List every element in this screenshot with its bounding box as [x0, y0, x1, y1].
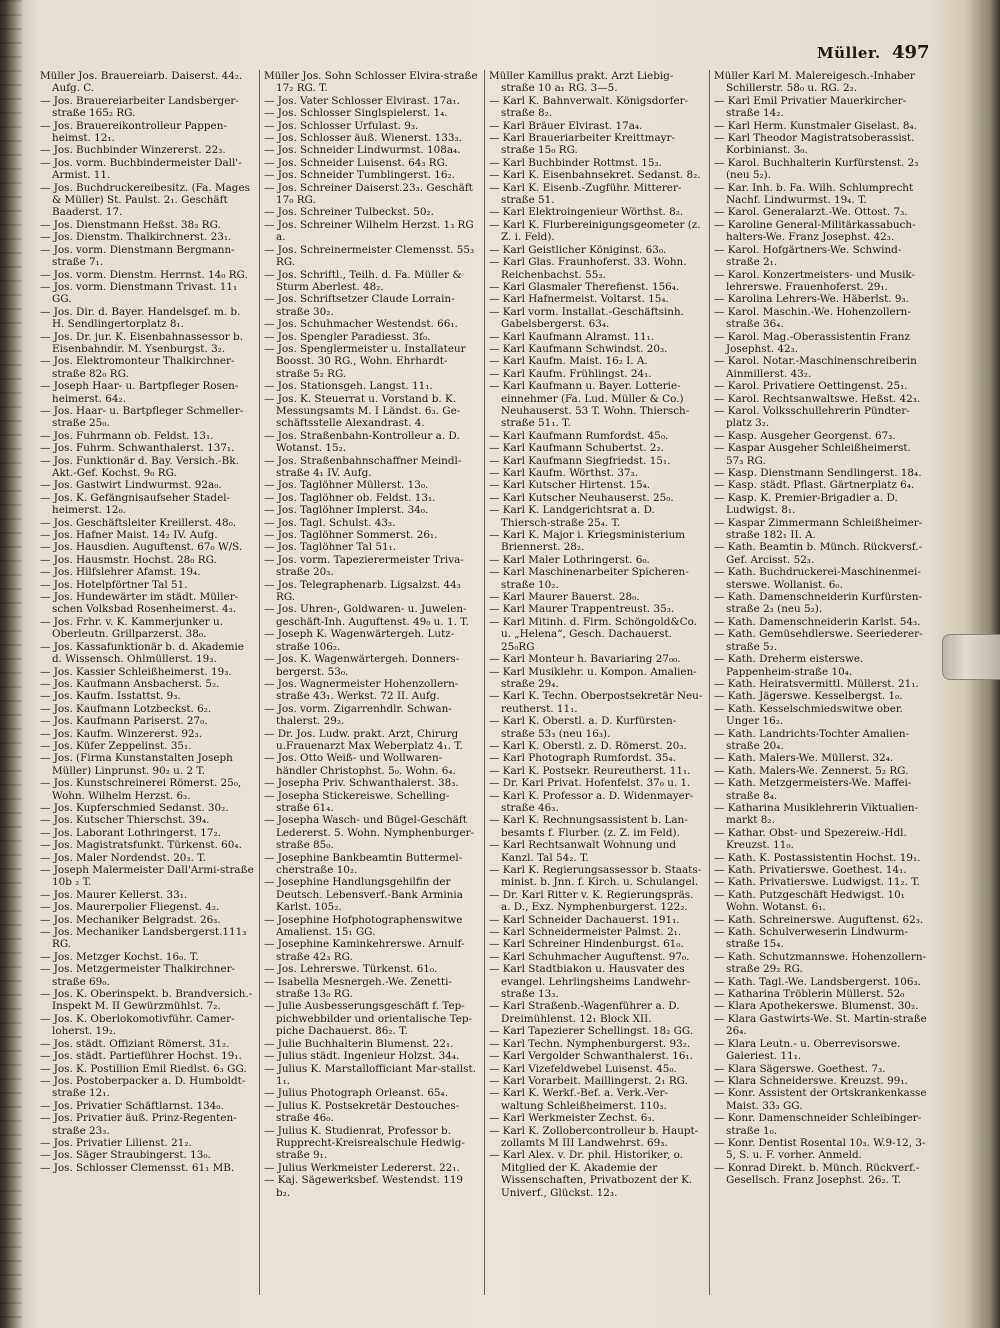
directory-entry: Müller Karl M. Malereigesch.-Inhaber Schillerstr. 58₀ u. RG. 2₂.	[714, 70, 915, 95]
directory-entry: — Jos. Kaufm. Isstattst. 9₃.	[40, 690, 181, 703]
directory-entry: — Karolina Lehrers-We. Häberlst. 9₃.	[714, 293, 909, 306]
directory-entry: — Karl Kaufmann u. Bayer. Lotterie-einnehmer (Fa. Lud. Müller & Co.) Neuhauserst. 53 T. Wohn. Thiersch-straße 51₁. T.	[489, 380, 690, 430]
directory-entry: — Karol. Hofgärtners-We. Schwind-straße 2₁.	[714, 243, 902, 269]
directory-entry: — Jos. Geschäftsleiter Kreillerst. 48₀.	[40, 516, 237, 529]
directory-entry: — Jos. Taglöhner Sommerst. 26₁.	[264, 529, 438, 542]
directory-entry: — Jos. Gastwirt Lindwurmst. 92a₀.	[40, 479, 222, 492]
directory-entry: — Dr. Karl Privat. Hofenfelst. 37₀ u. 1.	[489, 777, 691, 790]
directory-entry: — Karl Kaufm. Frühlingst. 24₁.	[489, 367, 652, 380]
page-header	[0, 40, 1000, 66]
column-divider	[484, 70, 485, 1295]
directory-entry: — Karl Kaufm. Maist. 16₂ I. A.	[489, 355, 648, 368]
directory-entry: — Jos. Brauereiarbeiter Landsberger-straße 165₂ RG.	[40, 94, 239, 120]
directory-entry: — Jos. Dienstmann Heßst. 38₃ RG.	[40, 218, 221, 231]
directory-entry: — Kath. Malers-We. Zennerst. 5₂ RG.	[714, 764, 909, 777]
directory-entry: — Jos. Schneider Lindwurmst. 108a₄.	[264, 144, 461, 157]
directory-columns	[40, 70, 940, 1300]
directory-entry: — Karl Werkmeister Zechst. 6₃.	[489, 1112, 655, 1125]
directory-entry: — Jos. Schreiner Daiserst.23₃. Geschäft 17₀ RG.	[264, 181, 473, 207]
directory-entry: Müller Jos. Brauereiarb. Daiserst. 44₂. Aufg. C.	[40, 70, 243, 95]
directory-entry: — Jos. Schlosser äuß. Wienerst. 133₃.	[264, 132, 462, 145]
directory-entry: — Karol. Konzertmeisters- und Musik-lehrerswe. Frauenhoferst. 29₁.	[714, 268, 916, 293]
directory-entry: — Karl Kaufmann Siegfriedst. 15₁.	[489, 454, 671, 467]
directory-entry: — Jos. Straßenbahn-Kontrolleur a. D. Wotanst. 15₂.	[264, 429, 460, 455]
directory-entry: — Jos. Privatier Schäftlarnst. 134₀.	[40, 1099, 224, 1112]
directory-entry: — Kath. Dreherm eisterswe. Pappenheim-straße 10₄.	[714, 653, 864, 678]
directory-entry: — Karl K. Techn. Oberpostsekretär Neu-reutherst. 11₁.	[489, 690, 703, 715]
directory-entry: — Karl Vorarbeit. Maillingerst. 2₁ RG.	[489, 1074, 688, 1087]
directory-entry: — Josepha Stickereiswe. Schelling-straße 61₄.	[264, 789, 450, 814]
directory-entry: — Jos. Laborant Lothringerst. 17₂.	[40, 826, 221, 839]
directory-entry: — Karl Bräuer Elvirast. 17a₄.	[489, 119, 643, 132]
directory-entry: — Jos. Frhr. v. K. Kammerjunker u. Oberleutn. Grillparzerst. 38₀.	[40, 615, 224, 641]
directory-entry: — Konrad Direkt. b. Münch. Rückverf.-Gesellsch. Franz Josephst. 26₂. T.	[714, 1161, 920, 1187]
directory-entry: — Josephine Handlungsgehilfin der Deutsch. Lebensverf.-Bank Arminia Karlst. 105₂.	[264, 876, 463, 914]
directory-entry: — Jos. Buchbinder Winzererst. 22₃.	[40, 144, 226, 157]
directory-entry: — Jos. Mechaniker Belgradst. 26₃.	[40, 913, 221, 926]
directory-entry: — Jos. Fuhrm. Schwanthalerst. 137₁.	[40, 442, 235, 455]
directory-entry: — Jos. Schlosser Singlspielerst. 1₄.	[264, 107, 448, 120]
directory-entry: — Jos. Dienstm. Thalkirchnerst. 23₁.	[40, 231, 232, 244]
directory-entry: — Karl vorm. Installat.-Geschäftsinh. Gabelsbergerst. 63₄.	[489, 305, 684, 331]
column-divider	[259, 70, 260, 1295]
directory-entry: — Karl K. Landgerichtsrat a. D. Thiersch-straße 25₄. T.	[489, 504, 655, 529]
directory-entry: — Karol. Volksschullehrerin Pündter-platz 3₂.	[714, 404, 910, 430]
directory-entry: — Julius Werkmeister Ledererst. 22₁.	[264, 1161, 460, 1174]
directory-entry: — Josepha Wasch- und Bügel-Geschäft Ledererst. 5. Wohn. Nymphenburger-straße 85₀.	[264, 814, 475, 852]
directory-entry: — Karl Vergolder Schwanthalerst. 16₁.	[489, 1050, 693, 1063]
directory-entry: — Karl Herm. Kunstmaler Giselast. 8₄.	[714, 119, 917, 132]
directory-entry: — Jos. Taglöhner Implerst. 34₀.	[264, 504, 429, 517]
directory-entry: — Kath. Privatierswe. Goethest. 14₁.	[714, 864, 907, 876]
directory-entry: — Jos. K. Wagenwärtergeh. Donners-bergerst. 53₀.	[264, 653, 460, 678]
directory-entry: — Jos. Säger Straubingerst. 13₀.	[40, 1149, 211, 1162]
directory-entry: — Karl Emil Privatier Mauerkircher-straße 14₂.	[714, 94, 907, 120]
directory-entry: — Jos. Telegraphenarb. Ligsalzst. 44₃ RG.	[264, 578, 461, 604]
directory-entry: — Jos. K. Oberlokomotivführ. Camer-loherst. 19₂.	[40, 1012, 235, 1038]
directory-entry: — Jos. vorm. Buchbindermeister Dall'-Armist. 11.	[40, 156, 242, 182]
directory-entry: — Karl K. Rechnungsassistent b. Lan-besamts f. Flurber. (z. Z. im Feld).	[489, 814, 688, 839]
directory-entry: — Karl Kaufmann Schubertst. 2₂.	[489, 442, 664, 455]
directory-entry: — Joseph Malermeister Dall'Armi-straße 10b ₂ T.	[40, 864, 254, 889]
directory-entry: — Jos. Funktionär d. Bay. Versich.-Bk. Akt.-Gef. Kochst. 9₀ RG.	[40, 454, 239, 479]
directory-entry: — Karl Schneider Dachauerst. 191₁.	[489, 913, 680, 926]
directory-entry: — Karl Schreiner Hindenburgst. 61₀.	[489, 938, 684, 951]
directory-entry: — Jos. K. Postillion Emil Riedlst. 6₃ GG.	[40, 1062, 247, 1075]
directory-entry: — Dr. Karl Ritter v. K. Regierungspräs. a. D., Exz. Nymphenburgerst. 122₂.	[489, 888, 694, 914]
directory-entry: — Karl Kaufm. Wörthst. 37₃.	[489, 467, 639, 479]
directory-entry: — Jos. städt. Offiziant Römerst. 31₂.	[40, 1037, 230, 1050]
directory-entry: — Karl K. Flurbereinigungsgeometer (z. Z. i. Feld).	[489, 218, 701, 244]
column-divider	[709, 70, 710, 1295]
directory-entry: Müller Jos. Sohn Schlosser Elvira-straße 17₂ RG. T.	[264, 70, 478, 95]
directory-entry: — Jos. Kupferschmied Sedanst. 30₂.	[40, 801, 229, 814]
directory-entry: — Jos. Kaufmann Lotzbeckst. 6₂.	[40, 702, 212, 715]
directory-entry: — Jos. Schriftsetzer Claude Lorrain-straße 30₂.	[264, 293, 455, 318]
directory-entry: — Karl K. Postsekr. Reureutherst. 11₁.	[489, 764, 691, 777]
directory-entry: — Karl Geistlicher Königinst. 63₀.	[489, 243, 667, 256]
directory-entry: — Jos. Spengler Paradiesst. 3f₀.	[264, 330, 431, 343]
directory-entry: — Kath. K. Postassistentin Hochst. 19₁.	[714, 851, 921, 864]
directory-entry: — Jos. Spenglermeister u. Installateur Boosst. 30 RG., Wohn. Ehrhardt-straße 5₂ RG.	[264, 342, 466, 380]
directory-entry: — Kath. Schreinerswe. Auguftenst. 62₃.	[714, 913, 924, 926]
directory-entry: — Karl Schuhmacher Auguftenst. 97₀.	[489, 950, 690, 963]
directory-entry: — Karol. Rechtsanwaltswe. Heßst. 42₃.	[714, 392, 921, 405]
directory-entry: — Jos. Kaufmann Pariserst. 27₀.	[40, 715, 208, 728]
directory-entry: — Jos. Tagl. Schulst. 43₃.	[264, 516, 396, 529]
directory-entry: — Dr. Jos. Ludw. prakt. Arzt, Chirurg u.Frauenarzt Max Weberplatz 4₁. T.	[264, 727, 463, 752]
directory-entry: — Julius K. Marstallofficiant Mar-stallst. 1₁.	[264, 1062, 476, 1087]
directory-entry: — Kath. Tagl.-We. Landsbergerst. 106₃.	[714, 975, 921, 988]
directory-entry: — Jos. Wagnermeister Hohenzollern-straße 43₁. Werkst. 72 II. Aufg.	[264, 677, 459, 703]
directory-entry: — Jos. Kaufm. Winzererst. 92₃.	[40, 727, 203, 740]
directory-entry: — Konr. Dentist Rosental 10₃. W.9-12, 3-5, S. u. F. vorher. Anmeld.	[714, 1136, 926, 1162]
directory-entry: — Klara Leutn.- u. Oberrevisorswe. Galeriest. 11₁.	[714, 1037, 901, 1063]
directory-entry: — Kath. Malers-We. Müllerst. 32₄.	[714, 752, 894, 765]
directory-entry: — Isabella Mesnergeh.-We. Zenetti-straße 13₀ RG.	[264, 975, 452, 1001]
directory-entry: — Jos. vorm. Zigarrenhdlr. Schwan-thalerst. 29₂.	[264, 702, 452, 728]
page-tab-marker[interactable]	[942, 634, 1000, 680]
directory-entry: — Karl Kaufmann Schwindst. 20₃.	[489, 342, 668, 355]
directory-entry: — Josephine Bankbeamtin Buttermel-cherstraße 10₂.	[264, 851, 463, 876]
directory-entry: — Karl K. Werkf.-Bef. a. Verk.-Ver-waltung Schleißheimerst. 110₃.	[489, 1087, 669, 1112]
directory-entry: — Jos. Lehrerswe. Türkenst. 61₀.	[264, 963, 438, 976]
directory-entry: — Jos. Dir. d. Bayer. Handelsgef. m. b. H. Sendlingertorplatz 8₁.	[40, 305, 241, 331]
column-3	[489, 70, 703, 1300]
directory-entry: — Julius K. Studienrat, Professor b. Rupprecht-Kreisrealschule Hedwig-straße 9₁.	[264, 1124, 465, 1162]
directory-entry: — Kath. Schulverweserin Lindwurm-straße 15₄.	[714, 926, 909, 951]
directory-entry: — Katharina Musiklehrerin Viktualien-markt 8₂.	[714, 801, 919, 827]
directory-entry: — Kath. Buchdruckerei-Maschinenmei-sterswe. Wollanist. 6₀.	[714, 566, 921, 591]
directory-entry: — Kasp. Ausgeher Georgenst. 67₃.	[714, 429, 896, 442]
directory-entry: — Karl Monteur h. Bavariaring 27₀₀.	[489, 653, 681, 666]
directory-entry: — Jos. Schreiner Tulbeckst. 50₂.	[264, 206, 434, 219]
directory-entry: — Jos. Metzger Kochst. 16₀. T.	[40, 950, 199, 963]
directory-entry: — Kath. Damenschneiderin Kurfürsten-straße 2₃ (neu 5₂).	[714, 591, 922, 616]
column-2	[264, 70, 478, 1300]
directory-entry: — Jos. Uhren-, Goldwaren- u. Juwelen-geschäft-Inh. Auguftenst. 49₀ u. 1. T.	[264, 603, 469, 628]
directory-entry: — Kaspar Ausgeher Schleißheimerst. 57₃ RG.	[714, 442, 911, 467]
directory-entry: — Jos. Buchdruckereibesitz. (Fa. Mages & Müller) St. Paulst. 2₁. Geschäft Baaderst. 17.	[40, 181, 250, 219]
directory-entry: — Kasp. Dienstmann Sendlingerst. 18₄.	[714, 467, 922, 479]
directory-entry: — Karl Glas. Fraunhoferst. 33. Wohn. Reichenbachst. 55₃.	[489, 256, 687, 281]
directory-entry: — Kath. Damenschneiderin Karlst. 54₃.	[714, 615, 921, 628]
directory-entry: — Jos. Kassafunktionär b. d. Akademie d. Wissensch. Ohlmüllerst. 19₃.	[40, 640, 244, 666]
directory-entry: — Julius städt. Ingenieur Holzst. 34₄.	[264, 1050, 460, 1063]
directory-entry: — Jos. Hotelpförtner Tal 51.	[40, 578, 188, 591]
directory-entry: — Jos. Schreiner Wilhelm Herzst. 1₃ RG a.	[264, 218, 474, 244]
directory-entry: — Karl Alex. v. Dr. phil. Historiker, o. Mitglied der K. Akademie der Wissenschaften, Privatbozent der K. Univerf., Glückst. 12₃.	[489, 1149, 693, 1199]
directory-entry: — Kaspar Zimmermann Schleißheimer-straße 182₁ II. A.	[714, 516, 923, 542]
directory-entry: — Karl Maurer Trappentreust. 35₃.	[489, 603, 675, 616]
directory-entry: — Jos. Otto Weiß- und Wollwaren-händler Christophst. 5₀. Wohn. 6₄.	[264, 752, 456, 777]
directory-entry: — Jos. (Firma Kunstanstalten Joseph Müller) Linprunst. 90₂ u. 2 T.	[40, 752, 233, 777]
directory-entry: — Karl Hafnermeist. Voltarst. 15₄.	[489, 293, 669, 306]
directory-entry: — Joseph K. Wagenwärtergeh. Lutz-straße 106₂.	[264, 628, 455, 653]
book-spine-shadow	[0, 0, 22, 1328]
directory-entry: — Jos. Küfer Zeppelinst. 35₁.	[40, 739, 192, 752]
directory-entry: — Klara Sägerswe. Goethest. 7₃.	[714, 1062, 886, 1075]
directory-entry: — Karl Stadtbiakon u. Hausvater des evangel. Lehrlingsheims Landwehr-straße 13₃.	[489, 963, 690, 1001]
directory-entry: — Karl K. Professor a. D. Widenmayer-straße 46₃.	[489, 789, 694, 814]
directory-entry: — Kath. Schutzmannswe. Hohenzollern-straße 29₂ RG.	[714, 950, 927, 976]
directory-entry: — Konr. Assistent der Ortskrankenkasse Maist. 33₃ GG.	[714, 1087, 927, 1112]
directory-entry: — Jos. K. Oberinspekt. b. Brandversich.-Inspekt M. II Gewürzmühlst. 7₂.	[40, 988, 253, 1013]
directory-entry: — Joseph Haar- u. Bartpfleger Rosen-heimerst. 64₂.	[40, 380, 239, 405]
directory-entry: — Jos. Vater Schlosser Elvirast. 17a₁.	[264, 94, 460, 107]
directory-entry: — Karl Techn. Nymphenburgerst. 93₂.	[489, 1037, 691, 1050]
page-number: 497	[892, 42, 930, 63]
directory-entry: — Jos. Hafner Maist. 14₂ IV. Aufg.	[40, 529, 218, 542]
directory-entry: — Karl Glasmaler Therefienst. 156₄.	[489, 280, 680, 293]
directory-entry: — Jos. K. Steuerrat u. Vorstand b. K. Messungsamts M. I Ländst. 6₃. Ge-schäftsstelle Alexandrast. 4.	[264, 392, 461, 430]
directory-entry: — Jos. Brauereikontrolleur Pappen-heimst. 12₁.	[40, 119, 227, 145]
directory-entry: — Julius Photograph Orleanst. 65₄.	[264, 1087, 449, 1100]
directory-entry: Müller Kamillus prakt. Arzt Liebig-straße 10 a₁ RG. 3—5.	[489, 70, 674, 95]
directory-entry: — Kathar. Obst- und Spezereiw.-Hdl. Kreuzst. 11₀.	[714, 826, 907, 852]
directory-entry: — Klara Gastwirts-We. St. Martin-straße 26₄.	[714, 1012, 927, 1038]
directory-entry: — Kath. Putzgeschäft Hedwigst. 10₁ Wohn. Wotanst. 6₁.	[714, 888, 905, 914]
directory-entry: — Kaj. Sägewerksbef. Westendst. 119 b₂.	[264, 1174, 464, 1199]
directory-entry: — Kath. Beamtin b. Münch. Rückversf.-Gef. Arcisst. 52₃.	[714, 541, 923, 566]
directory-entry: — Karl Straßenb.-Wagenführer a. D. Dreimühlenst. 12₁ Block XII.	[489, 1000, 680, 1025]
directory-entry: — Kath. Jägerswe. Kesselbergst. 1₀.	[714, 690, 903, 703]
directory-entry: — Karl K. Oberstl. a. D. Kurfürsten-straße 53₃ (neu 16₃).	[489, 715, 677, 740]
directory-entry: — Jos. K. Gefängnisaufseher Stadel-heimerst. 12₀.	[40, 491, 231, 517]
directory-entry: — Jos. Dr. jur. K. Eisenbahnassessor b. Eisenbahndir. M. Ysenburgst. 3₂.	[40, 330, 243, 355]
directory-entry: — Kath. Gemüsehdlerswe. Seeriederer-straße 5₂.	[714, 628, 923, 653]
directory-entry: — Jos. Kassier Schleißheimerst. 19₃.	[40, 665, 232, 678]
directory-entry: — Klara Schneiderswe. Kreuzst. 99₁.	[714, 1074, 908, 1087]
directory-entry: — Karl Mitinh. d. Firm. Schöngold&Co. u. „Helena“, Gesch. Dachauerst. 25₀RG	[489, 615, 697, 653]
directory-entry: — Karol. Notar.-Maschinenschreiberin Ainmillerst. 43₂.	[714, 355, 917, 380]
directory-entry: — Kath. Kesselschmiedswitwe ober. Unger 16₂.	[714, 702, 903, 728]
directory-entry: — Karl Rechtsanwalt Wohnung und Kanzl. Tal 54₂. T.	[489, 839, 677, 864]
directory-entry: — Jos. Schreinermeister Clemensst. 55₃ RG.	[264, 243, 475, 269]
directory-entry: — Karl K. Eisenbahnsekret. Sedanst. 8₂.	[489, 169, 701, 182]
directory-entry: — Josepha Priv. Schwanthalerst. 38₃.	[264, 777, 459, 790]
directory-entry: — Jos. Haar- u. Bartpfleger Schmeller-straße 25₀.	[40, 404, 244, 430]
directory-entry: — Jos. Privatier Lilienst. 21₂.	[40, 1136, 192, 1149]
directory-entry: — Karol. Privatiere Oettingenst. 25₁.	[714, 380, 908, 393]
directory-entry: — Klara Apothekerswe. Blumenst. 30₂.	[714, 1000, 919, 1013]
directory-entry: — Karol. Mag.-Oberassistentin Franz Josephst. 42₃.	[714, 330, 910, 355]
directory-entry: — Josephine Hofphotographenswitwe Amalienst. 15₁ GG.	[264, 913, 463, 939]
directory-entry: — Jos. vorm. Dienstmann Trivast. 11₁ GG.	[40, 280, 238, 306]
directory-entry: — Jos. Hausmstr. Hochst. 28₀ RG.	[40, 553, 217, 566]
directory-entry: — Karol. Maschin.-We. Hohenzollern-straße 36₄.	[714, 305, 911, 331]
directory-entry: — Kath. Heiratsvermittl. Müllerst. 21₁.	[714, 677, 919, 690]
directory-entry: — Jos. Mechaniker Landsbergerst.111₃ RG.	[40, 926, 247, 951]
directory-entry: — Karl Buchbinder Rottmst. 15₃.	[489, 156, 662, 169]
directory-entry: — Karl Maler Lothringerst. 6₀.	[489, 553, 650, 566]
directory-entry: — Jos. Schneider Tumblingerst. 16₂.	[264, 169, 455, 182]
directory-entry: — Karl Tapezierer Schellingst. 18₂ GG.	[489, 1025, 694, 1038]
directory-entry: — Karl Kutscher Neuhauserst. 25₀.	[489, 491, 674, 504]
directory-entry: — Jos. Schlosser Urfulast. 9₃.	[264, 119, 419, 132]
column-1	[40, 70, 254, 1300]
directory-entry: — Jos. Privatier äuß. Prinz-Regenten-straße 23₃.	[40, 1112, 237, 1137]
directory-entry: — Jos. Postoberpacker a. D. Humboldt-straße 12₁.	[40, 1074, 246, 1100]
directory-entry: — Karl Vizefeldwebel Luisenst. 45₀.	[489, 1062, 677, 1075]
directory-entry: — Jos. Kutscher Thierschst. 39₄.	[40, 814, 210, 827]
directory-entry: — Karl Schneidermeister Palmst. 2₁.	[489, 926, 682, 939]
directory-entry: — Julie Ausbesserungsgeschäft f. Tep-pichwebbilder und orientalische Tep-piche Dachauerst. 86₂. T.	[264, 1000, 473, 1038]
directory-entry: — Karl Elektroingenieur Wörthst. 8₂.	[489, 206, 684, 219]
directory-entry: — Jos. vorm. Tapezierermeister Triva-straße 20₃.	[264, 553, 464, 579]
directory-entry: — Karl Maschinenarbeiter Spicheren-straße 10₂.	[489, 566, 689, 591]
directory-entry: — Jos. Taglöhner ob. Feldst. 13₁.	[264, 491, 436, 504]
directory-entry: — Jos. städt. Partieführer Hochst. 19₁.	[40, 1050, 242, 1063]
directory-entry: — Kath. Landrichts-Tochter Amalien-straße 20₄.	[714, 727, 910, 752]
directory-entry: — Jos. Fuhrmann ob. Feldst. 13₁.	[40, 429, 214, 442]
directory-entry: — Karl Kaufmann Rumfordst. 45₀.	[489, 429, 669, 442]
directory-entry: — Karl K. Eisenb.-Zugführ. Mitterer-straße 51.	[489, 181, 682, 207]
directory-entry: — Karl K. Zollobercontrolleur b. Haupt-zollamts M III Landwehrst. 69₃.	[489, 1124, 699, 1149]
directory-entry: — Josephine Kaminkehrerswe. Arnulf-straße 42₃ RG.	[264, 938, 465, 963]
directory-entry: — Kar. Inh. b. Fa. Wilh. Schlumprecht Nachf. Lindwurmst. 19₄. T.	[714, 181, 914, 207]
directory-entry: — Karl K. Bahnverwalt. Königsdorfer-straße 8₂.	[489, 94, 689, 120]
directory-entry: — Jos. Stationsgeh. Langst. 11₁.	[264, 380, 433, 393]
directory-entry: — Kasp. städt. Pflast. Gärtnerplatz 6₄.	[714, 479, 915, 492]
directory-entry: — Jos. Maler Nordendst. 20₃. T.	[40, 851, 206, 864]
directory-entry: — Jos. Schlosser Clemensst. 61₁ MB.	[40, 1161, 235, 1174]
directory-entry: — Jos. vorm. Dienstm. Herrnst. 14₀ RG.	[40, 268, 248, 281]
directory-entry: — Karoline General-Militärkassabuch-halters-We. Franz Josephst. 42₃.	[714, 218, 916, 244]
directory-entry: — Jos. Straßenbahnschaffner Meindl-straße 4₁ IV. Aufg.	[264, 454, 462, 479]
directory-entry: — Karol. Generalarzt.-We. Ottost. 7₃.	[714, 206, 908, 219]
directory-entry: — Jos. Kaufmann Ansbacherst. 5₂.	[40, 677, 220, 690]
directory-entry: — Karl K. Oberstl. z. D. Römerst. 20₃.	[489, 739, 687, 752]
directory-entry: — Jos. Magistratsfunkt. Türkenst. 60₄.	[40, 839, 242, 852]
directory-entry: — Jos. Maurer Kellerst. 33₁.	[40, 888, 188, 901]
directory-entry: — Karl Photograph Rumfordst. 35₄.	[489, 752, 676, 765]
directory-entry: — Jos. Schriftl., Teilh. d. Fa. Müller & Sturm Aberlest. 48₂.	[264, 268, 462, 293]
directory-entry: — Jos. Schuhmacher Westendst. 66₁.	[264, 318, 458, 331]
directory-entry: — Karl Kaufmann Alramst. 11₁.	[489, 330, 655, 343]
directory-entry: — Jos. Elektromonteur Thalkirchner-straße 82₀ RG.	[40, 355, 235, 380]
directory-entry: — Jos. Hundewärter im städt. Müller-schen Volksbad Rosenheimerst. 4₃.	[40, 591, 239, 616]
directory-entry: — Konr. Damenschneider Schleibinger-straße 1₀.	[714, 1112, 922, 1137]
directory-entry: — Jos. Hilfslehrer Afamst. 19₄.	[40, 566, 201, 579]
directory-entry: — Karl Maurer Bauerst. 28₀.	[489, 591, 640, 604]
directory-entry: — Karl Kutscher Hirtenst. 15₄.	[489, 479, 651, 492]
directory-entry: — Jos. Hausdien. Auguftenst. 67₀ W/S.	[40, 541, 243, 554]
directory-entry: — Kath. Privatierswe. Ludwigst. 11₂. T.	[714, 876, 920, 889]
directory-entry: — Karl K. Major i. Kriegsministerium Briennerst. 28₂.	[489, 529, 685, 554]
directory-entry: — Jos. Kunstschreinerei Römerst. 25₀, Wohn. Wilhelm Herzst. 6₃.	[40, 777, 242, 802]
directory-entry: — Karl Braueriarbeiter Kreittmayr-straße 15₀ RG.	[489, 132, 676, 157]
directory-entry: — Jos. Schneider Luisenst. 64₃ RG.	[264, 156, 448, 169]
directory-entry: — Kath. Metzgermeisters-We. Maffei-straße 8₄.	[714, 777, 912, 802]
directory-entry: — Jos. Metzgermeister Thalkirchner-straße 69₀.	[40, 963, 236, 988]
directory-entry: — Julius K. Postsekretär Destouches-straße 46₀.	[264, 1099, 460, 1125]
directory-entry: — Jos. Maurerpolier Fliegenst. 4₂.	[40, 901, 220, 914]
running-head: Müller.	[817, 44, 881, 62]
directory-entry: — Jos. vorm. Dienstmann Bergmann-straße 7₁.	[40, 243, 235, 269]
directory-entry: — Jos. Taglöhner Müllerst. 13₀.	[264, 479, 429, 492]
directory-entry: — Julie Buchhalterin Blumenst. 22₁.	[264, 1037, 454, 1050]
directory-entry: — Katharina Tröblerin Müllerst. 52₀	[714, 988, 905, 1001]
directory-entry: — Karl Musiklehr. u. Kompon. Amalien-straße 29₄.	[489, 665, 697, 690]
directory-entry: — Kasp. K. Premier-Brigadier a. D. Ludwigst. 8₁.	[714, 491, 898, 517]
directory-entry: — Jos. Taglöhner Tal 51₁.	[264, 541, 397, 554]
directory-entry: — Karol. Buchhalterin Kurfürstenst. 2₃ (neu 5₂).	[714, 156, 919, 182]
column-4	[714, 70, 928, 1300]
directory-entry: — Karl Theodor Magistratsoberassist. Korbinianst. 3₀.	[714, 132, 915, 157]
directory-entry: — Karl K. Regierungsassessor b. Staats-minist. b. Jnn. f. Kirch. u. Schulangel.	[489, 864, 702, 889]
